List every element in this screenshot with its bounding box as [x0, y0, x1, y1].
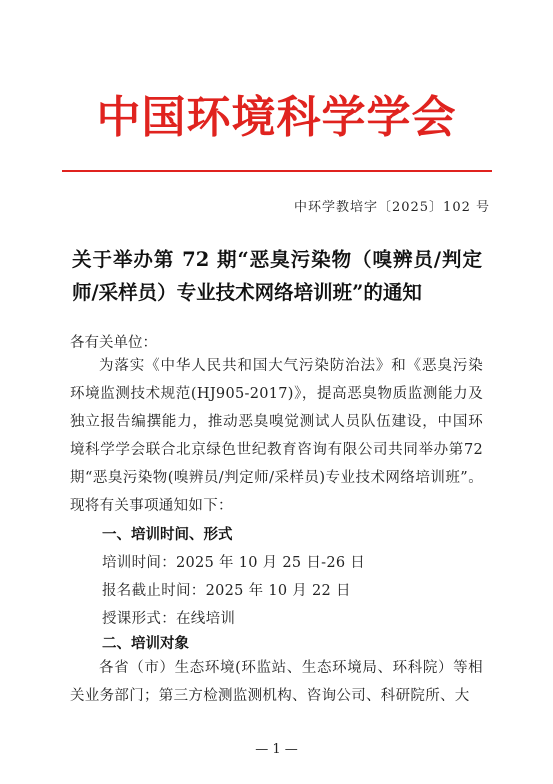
section-heading-target: 二、培训对象 — [102, 635, 189, 652]
section-heading-time-format: 一、培训时间、形式 — [102, 526, 233, 543]
registration-deadline: 报名截止时间：2025 年 10 月 22 日 — [102, 583, 351, 599]
training-format: 授课形式：在线培训 — [102, 611, 236, 627]
document-number: 中环学教培字〔2025〕102 号 — [293, 200, 490, 215]
organization-header: 中国环境科学学会 — [96, 92, 457, 143]
target-paragraph: 各省（市）生态环境(环监站、生态环境局、环科院）等相关业务部门；第三方检测监测机构、咨询公司、科研院所、大 — [70, 660, 483, 704]
notice-title: 关于举办第 72 期“恶臭污染物（嗅辨员/判定师/采样员）专业技术网络培训班”的通知 — [72, 248, 482, 304]
salutation: 各有关单位： — [70, 335, 157, 351]
training-time: 培训时间：2025 年 10 月 25 日-26 日 — [102, 555, 366, 571]
intro-paragraph: 为落实《中华人民共和国大气污染防治法》和《恶臭污染环境监测技术规范(HJ905-2017)》，提高恶臭物质监测能力及独立报告编撰能力，推动恶臭嗅觉测试人员队伍建设，中国环境科学学会联合北京绿色世纪教育咨询有限公司共同举办第72 期“恶臭污染物(嗅辨员/判定师/采样员)专业技术网络培训班”。现将有关事项通知如下： — [70, 358, 483, 514]
header-divider — [62, 170, 492, 172]
page-number: — 1 — — [255, 742, 298, 757]
